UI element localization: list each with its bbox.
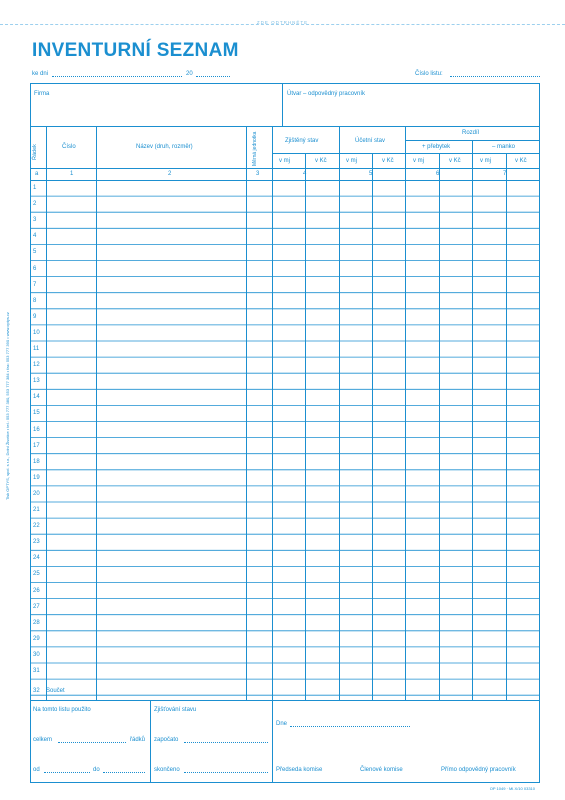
sub-header-v-kc: v Kč [449, 158, 461, 164]
row-number: 20 [33, 490, 40, 497]
sub-header-v-mj: v mj [480, 158, 491, 164]
year-label: 20 [186, 71, 193, 77]
column-index: 5 [369, 171, 373, 177]
row-number: 28 [33, 619, 40, 626]
started-label: započato [154, 737, 179, 743]
row-number: 19 [33, 474, 40, 481]
row-number: 15 [33, 410, 40, 417]
row-number: 4 [33, 233, 37, 240]
sub-header-v-kc: v Kč [515, 158, 527, 164]
sub-header-v-mj: v mj [279, 158, 290, 164]
form-code: OP 1049 · MI.X/10 03310 [489, 786, 535, 791]
total-label: celkem [33, 737, 53, 743]
lines-label: řádků [130, 737, 146, 743]
column-index: 2 [168, 171, 172, 177]
row-number: 21 [33, 507, 40, 513]
col-shortage-header: – manko [492, 144, 516, 150]
printer-info: Tisk OPTYS, spol. s r.o., Dolní Životice • tel.: 553 777 380, 553 777 384 • fax: 553 777 390 • www.optys.cz [5, 312, 10, 500]
col-surplus-header: + přebytek [422, 144, 451, 150]
total-field[interactable] [58, 742, 126, 743]
sub-header-v-kc: v Kč [315, 158, 327, 164]
date-label: ke dni [32, 71, 49, 77]
row-number: 31 [33, 668, 40, 674]
col-number-header: Číslo [62, 144, 76, 150]
sum-row-number: 32 [33, 688, 40, 694]
check-label: Zjišťování stavu [154, 707, 197, 713]
department-label: Útvar – odpovědný pracovník [287, 91, 366, 97]
responsible-label: Přímo odpovědný pracovník [441, 767, 516, 773]
column-index: 3 [256, 171, 260, 177]
row-number: 8 [33, 297, 37, 304]
to-field[interactable] [103, 772, 145, 773]
col-diff-header: Rozdíl [462, 130, 480, 136]
row-number: 12 [33, 362, 40, 369]
row-number: 29 [33, 635, 40, 642]
row-number: 26 [33, 587, 40, 594]
row-number: 7 [33, 281, 37, 288]
row-number: 11 [33, 346, 40, 352]
row-number: 16 [33, 426, 40, 433]
row-number: 27 [33, 603, 40, 610]
col-book-header: Účetní stav [355, 138, 386, 144]
sub-header-v-mj: v mj [413, 158, 424, 164]
column-index: a [35, 171, 39, 177]
row-number: 23 [33, 539, 40, 546]
to-label: do [93, 767, 100, 773]
from-field[interactable] [44, 772, 90, 773]
column-index: 7 [503, 171, 507, 177]
row-number: 1 [33, 185, 37, 191]
chair-label: Předseda komise [276, 767, 323, 773]
row-number: 22 [33, 523, 40, 530]
row-number: 13 [33, 378, 40, 385]
sum-row-label: Součet [46, 688, 65, 694]
row-number: 5 [33, 249, 37, 256]
row-number: 10 [33, 329, 40, 336]
company-label: Firma [34, 91, 50, 97]
page-title: INVENTURNÍ SEZNAM [32, 40, 239, 61]
sheet-number-label: Číslo listu: [415, 71, 443, 77]
footer-date-field[interactable] [290, 726, 410, 727]
row-number: 18 [33, 458, 40, 465]
started-field[interactable] [184, 742, 268, 743]
from-label: od [33, 767, 40, 773]
members-label: Členové komise [360, 767, 403, 773]
tear-off-note: ZDE ODTRHNĚTE [256, 20, 309, 25]
row-number: 14 [33, 394, 40, 401]
column-index: 6 [436, 171, 440, 177]
used-label: Na tomto listu použito [33, 707, 91, 713]
row-number: 2 [33, 201, 37, 208]
row-number: 24 [33, 555, 40, 562]
row-number: 30 [33, 651, 40, 658]
ended-field[interactable] [184, 772, 268, 773]
row-number: 6 [33, 265, 37, 272]
sub-header-v-kc: v Kč [382, 158, 394, 164]
row-number: 25 [33, 571, 40, 578]
footer-date-label: Dne [276, 721, 288, 727]
ended-label: skončeno [154, 767, 180, 773]
column-index: 4 [303, 171, 307, 177]
col-name-header: Název (druh, rozměr) [136, 144, 193, 150]
col-found-header: Zjištěný stav [285, 138, 319, 144]
sub-header-v-mj: v mj [346, 158, 357, 164]
column-index: 1 [70, 171, 74, 177]
col-row-header: Řádek [32, 144, 38, 160]
row-number: 17 [33, 442, 40, 449]
row-number: 9 [33, 313, 37, 320]
col-unit-header: Měrná jednotka [252, 131, 258, 166]
row-number: 3 [33, 217, 37, 224]
